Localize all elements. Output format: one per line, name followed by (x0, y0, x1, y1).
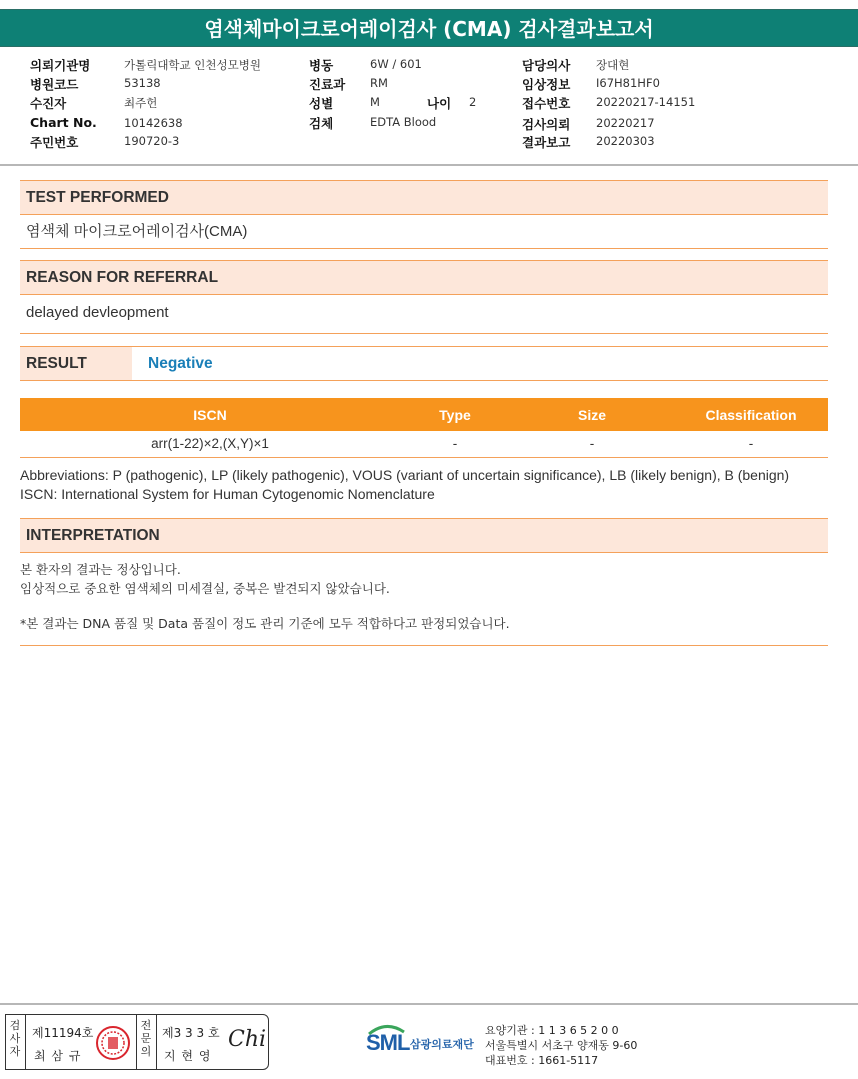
department-value: RM (370, 76, 388, 90)
age-label: 나이 (427, 96, 452, 111)
patient-name-label: 수진자 (30, 96, 67, 111)
logo-text: SML (366, 1030, 410, 1055)
specialist-license: 제3 3 3 호 (162, 1026, 220, 1040)
patient-info (0, 56, 858, 156)
header-divider (0, 164, 858, 166)
clinical-info-label: 임상정보 (522, 77, 571, 92)
examiner-label (8, 1019, 22, 1058)
result-value: Negative (148, 355, 213, 372)
physician-value: 장대현 (596, 58, 630, 72)
specialist-label-char: 의 (140, 1045, 152, 1058)
lab-address: 서울특별시 서초구 양재동 9-60 (485, 1039, 638, 1052)
resident-number-value: 190720-3 (124, 134, 180, 148)
abbreviations-line: Abbreviations: P (pathogenic), LP (likely pathogenic), VOUS (variant of uncertain significance), LB (likely benign), B (benign) (20, 467, 790, 483)
report-date-value: 20220303 (596, 134, 655, 148)
interpretation-line-2: 임상적으로 중요한 염색체의 미세결실, 중복은 발견되지 않았습니다. (20, 581, 390, 596)
examiner-label-char: 검 (9, 1019, 21, 1032)
chart-no-value: 10142638 (124, 116, 183, 130)
chart-no-label: Chart No. (30, 115, 97, 130)
lab-phone: 대표번호 : 1661-5117 (485, 1054, 599, 1067)
age-value: 2 (469, 95, 477, 109)
examiner-label-char: 자 (9, 1045, 21, 1058)
specialist-name: 지 현 영 (164, 1049, 212, 1063)
signature-box (5, 1014, 269, 1070)
institution-code: 요양기관 : 1 1 3 6 5 2 0 0 (485, 1024, 619, 1037)
classification-cell: - (674, 431, 828, 457)
iscn-cell: arr(1-22)×2,(X,Y)×1 (20, 431, 400, 457)
lab-contact (485, 1023, 637, 1068)
request-date-label: 검사의뢰 (522, 117, 571, 132)
department-label: 진료과 (309, 77, 346, 92)
hospital-code-label: 병원코드 (30, 77, 79, 92)
interpretation-heading: INTERPRETATION (20, 518, 828, 553)
interpretation-body (20, 560, 828, 646)
patient-name-value: 최주헌 (124, 96, 158, 110)
interpretation-line-1: 본 환자의 결과는 정상입니다. (20, 562, 181, 577)
examiner-seal-icon (95, 1025, 131, 1061)
reason-text: delayed devleopment (20, 295, 828, 334)
specialist-signature: Chi (228, 1027, 267, 1052)
divider (25, 1015, 26, 1069)
sml-logo (366, 1022, 478, 1062)
sex-value: M (370, 95, 380, 109)
examiner-label-char: 사 (9, 1032, 21, 1045)
abbreviations (20, 466, 789, 504)
ward-label: 병동 (309, 58, 334, 73)
table-row (20, 431, 828, 457)
org-name: 삼광의료재단 (410, 1038, 474, 1051)
classification-header: Classification (674, 398, 828, 431)
divider (136, 1015, 137, 1069)
result-table (20, 398, 828, 458)
reason-heading: REASON FOR REFERRAL (20, 260, 828, 295)
type-header: Type (400, 398, 510, 431)
physician-label: 담당의사 (522, 58, 571, 73)
resident-number-label: 주민번호 (30, 135, 79, 150)
ward-value: 6W / 601 (370, 57, 422, 71)
request-date-value: 20220217 (596, 116, 655, 130)
specimen-label: 검체 (309, 116, 334, 131)
result-label: RESULT (20, 347, 132, 380)
test-performed-text: 염색체 마이크로어레이검사(CMA) (20, 215, 828, 249)
specimen-value: EDTA Blood (370, 115, 437, 129)
receipt-number-value: 20220217-14151 (596, 95, 696, 109)
report-date-label: 결과보고 (522, 135, 571, 150)
size-header: Size (510, 398, 674, 431)
interpretation-note: *본 결과는 DNA 품질 및 Data 품질이 정도 관리 기준에 모두 적합하다고 판정되었습니다. (20, 616, 510, 631)
result-row (20, 346, 828, 381)
sex-label: 성별 (309, 96, 334, 111)
examiner-license: 제11194호 (32, 1026, 94, 1040)
receipt-number-label: 접수번호 (522, 96, 571, 111)
requesting-institution-value: 가톨릭대학교 인천성모병원 (124, 58, 261, 72)
size-cell: - (510, 431, 674, 457)
requesting-institution-label: 의뢰기관명 (30, 58, 91, 73)
iscn-header: ISCN (20, 398, 400, 431)
report-title: 염색체마이크로어레이검사 (CMA) 검사결과보고서 (0, 9, 858, 47)
examiner-name: 최 삼 규 (34, 1049, 82, 1063)
specialist-label-char: 전 (140, 1019, 152, 1032)
footer-divider (0, 1003, 858, 1005)
specialist-label (139, 1019, 153, 1058)
hospital-code-value: 53138 (124, 76, 161, 90)
divider (156, 1015, 157, 1069)
clinical-info-value: I67H81HF0 (596, 76, 660, 90)
type-cell: - (400, 431, 510, 457)
specialist-label-char: 문 (140, 1032, 152, 1045)
table-header-row (20, 398, 828, 431)
test-performed-heading: TEST PERFORMED (20, 180, 828, 215)
iscn-definition: ISCN: International System for Human Cytogenomic Nomenclature (20, 486, 435, 502)
